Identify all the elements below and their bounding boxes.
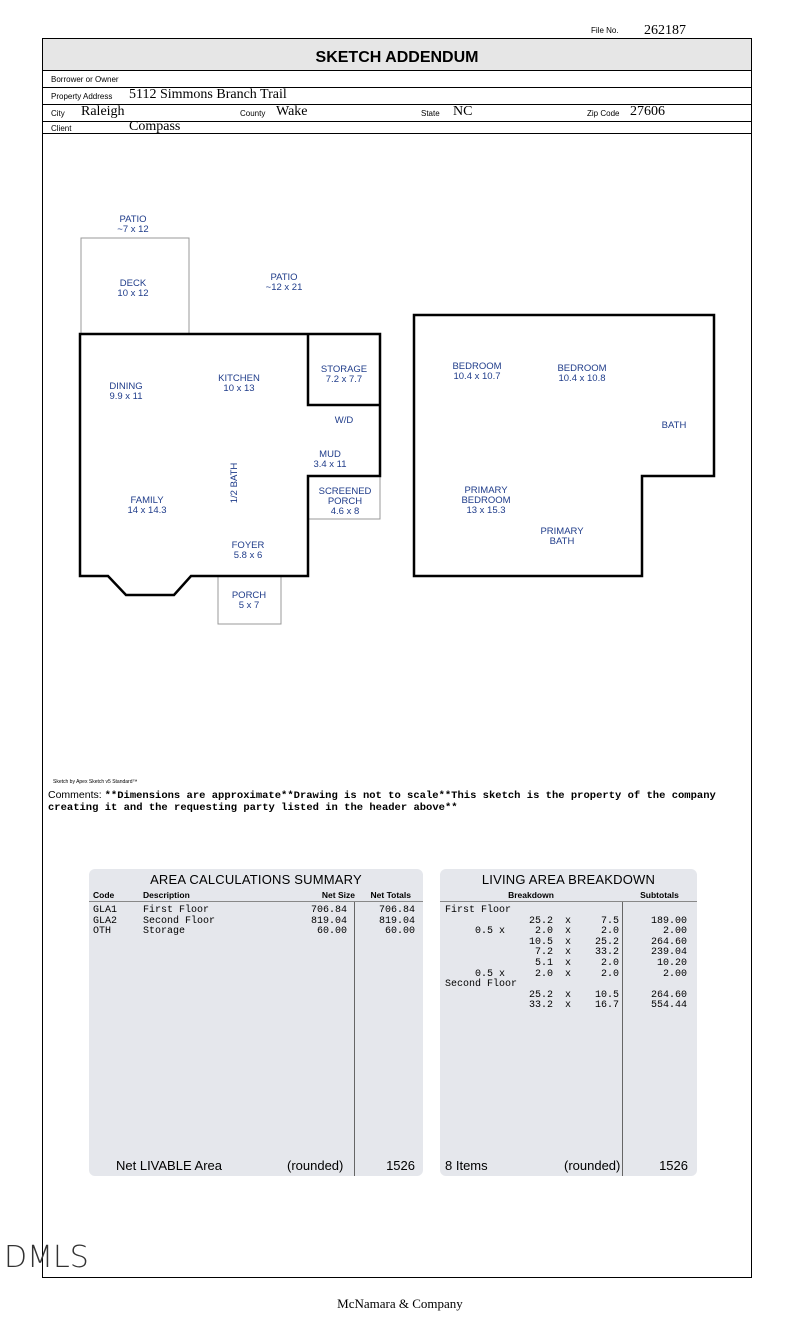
net-size-column: 706.84 819.04 60.00 (310, 905, 347, 938)
net-size-header: Net Size (321, 890, 355, 900)
room-label-patio-top: PATIO ~7 x 12 (117, 214, 149, 235)
code-column: GLA1 GLA2 OTH (93, 905, 118, 938)
room-label-foyer: FOYER 5.8 x 6 (231, 540, 265, 561)
room-label-kitchen: KITCHEN 10 x 13 (218, 373, 260, 394)
room-label-storage: STORAGE 7.2 x 7.7 (320, 364, 368, 385)
breakdown-total: 1526 (659, 1158, 688, 1173)
property-label: Property Address (51, 92, 113, 101)
form-title: SKETCH ADDENDUM (43, 39, 751, 71)
room-label-deck: DECK 10 x 12 (117, 278, 149, 299)
comments-label: Comments: (48, 789, 102, 801)
code-header: Code (93, 890, 115, 900)
file-no-label: File No. (591, 26, 619, 35)
room-label-half-bath: 1/2 BATH (229, 462, 240, 504)
column-divider (354, 902, 355, 1176)
zip-label: Zip Code (587, 109, 620, 118)
room-label-bedroom-1: BEDROOM 10.4 x 10.7 (452, 361, 502, 382)
state-value: NC (453, 104, 473, 119)
room-label-porch: PORCH 5 x 7 (231, 590, 267, 611)
subtotals-column: 189.00 2.00 264.60 239.04 10.20 2.00 264.60 554.44 (650, 915, 687, 1012)
software-note: Sketch by Apex Sketch v5 Standard™ (53, 779, 138, 785)
room-label-mud: MUD 3.4 x 11 (313, 449, 347, 470)
room-label-wd: W/D (334, 415, 354, 426)
room-label-primary-bath: PRIMARY BATH (540, 526, 584, 547)
subtotals-header: Subtotals (640, 890, 679, 900)
dmls-watermark-logo: DMLS (4, 1240, 89, 1275)
zip-value: 27606 (630, 104, 665, 119)
property-value: 5112 Simmons Branch Trail (129, 87, 287, 102)
breakdown-header: Breakdown (508, 890, 554, 900)
borrower-label: Borrower or Owner (51, 75, 119, 84)
client-label: Client (51, 124, 72, 133)
area-calculations-panel (89, 869, 423, 1176)
items-count: 8 Items (445, 1158, 488, 1173)
net-livable-rounded: (rounded) (287, 1158, 344, 1173)
county-value: Wake (276, 104, 308, 119)
state-label: State (421, 109, 440, 118)
living-breakdown-title: LIVING AREA BREAKDOWN (481, 872, 656, 887)
area-summary-title: AREA CALCULATIONS SUMMARY (150, 872, 362, 887)
county-label: County (240, 109, 266, 118)
breakdown-column: First Floor 25.2 x 7.5 0.5 x 2.0 x 2.0 10.5 x 25.2 7.2 x 33.2 5.1 x 2.0 0.5 x 2.0 x 2.0 Second Floor 25.2 x 10.5 33.2 x 16.7 (445, 905, 620, 1012)
net-livable-label: Net LIVABLE Area (116, 1158, 222, 1173)
city-label: City (51, 109, 65, 118)
header-rule (440, 901, 697, 902)
room-label-patio-mid: PATIO ~12 x 21 (265, 272, 303, 293)
room-label-family: FAMILY 14 x 14.3 (127, 495, 167, 516)
header-rule (89, 901, 423, 902)
description-header: Description (143, 890, 190, 900)
file-no-value: 262187 (644, 23, 686, 38)
description-column: First Floor Second Floor Storage (143, 905, 216, 938)
living-area-panel (440, 869, 697, 1176)
client-value: Compass (129, 119, 181, 134)
comments-text: **Dimensions are approximate**Drawing is not to scale**This sketch is the property of the company creating it and the requesting party listed in the header above** (48, 790, 716, 814)
net-livable-value: 1526 (386, 1158, 415, 1173)
room-label-bath: BATH (661, 420, 687, 431)
room-label-bedroom-2: BEDROOM 10.4 x 10.8 (557, 363, 607, 384)
footer-company: McNamara & Company (337, 1296, 463, 1311)
city-value: Raleigh (81, 104, 125, 119)
column-divider (622, 902, 623, 1176)
net-totals-column: 706.84 819.04 60.00 (378, 905, 415, 938)
room-label-dining: DINING 9.9 x 11 (109, 381, 143, 402)
room-label-primary-bedroom: PRIMARY BEDROOM 13 x 15.3 (461, 485, 511, 516)
net-totals-header: Net Totals (370, 890, 411, 900)
breakdown-rounded: (rounded) (564, 1158, 621, 1173)
comments (48, 790, 748, 814)
room-label-screened-porch: SCREENED PORCH 4.6 x 8 (318, 486, 372, 517)
